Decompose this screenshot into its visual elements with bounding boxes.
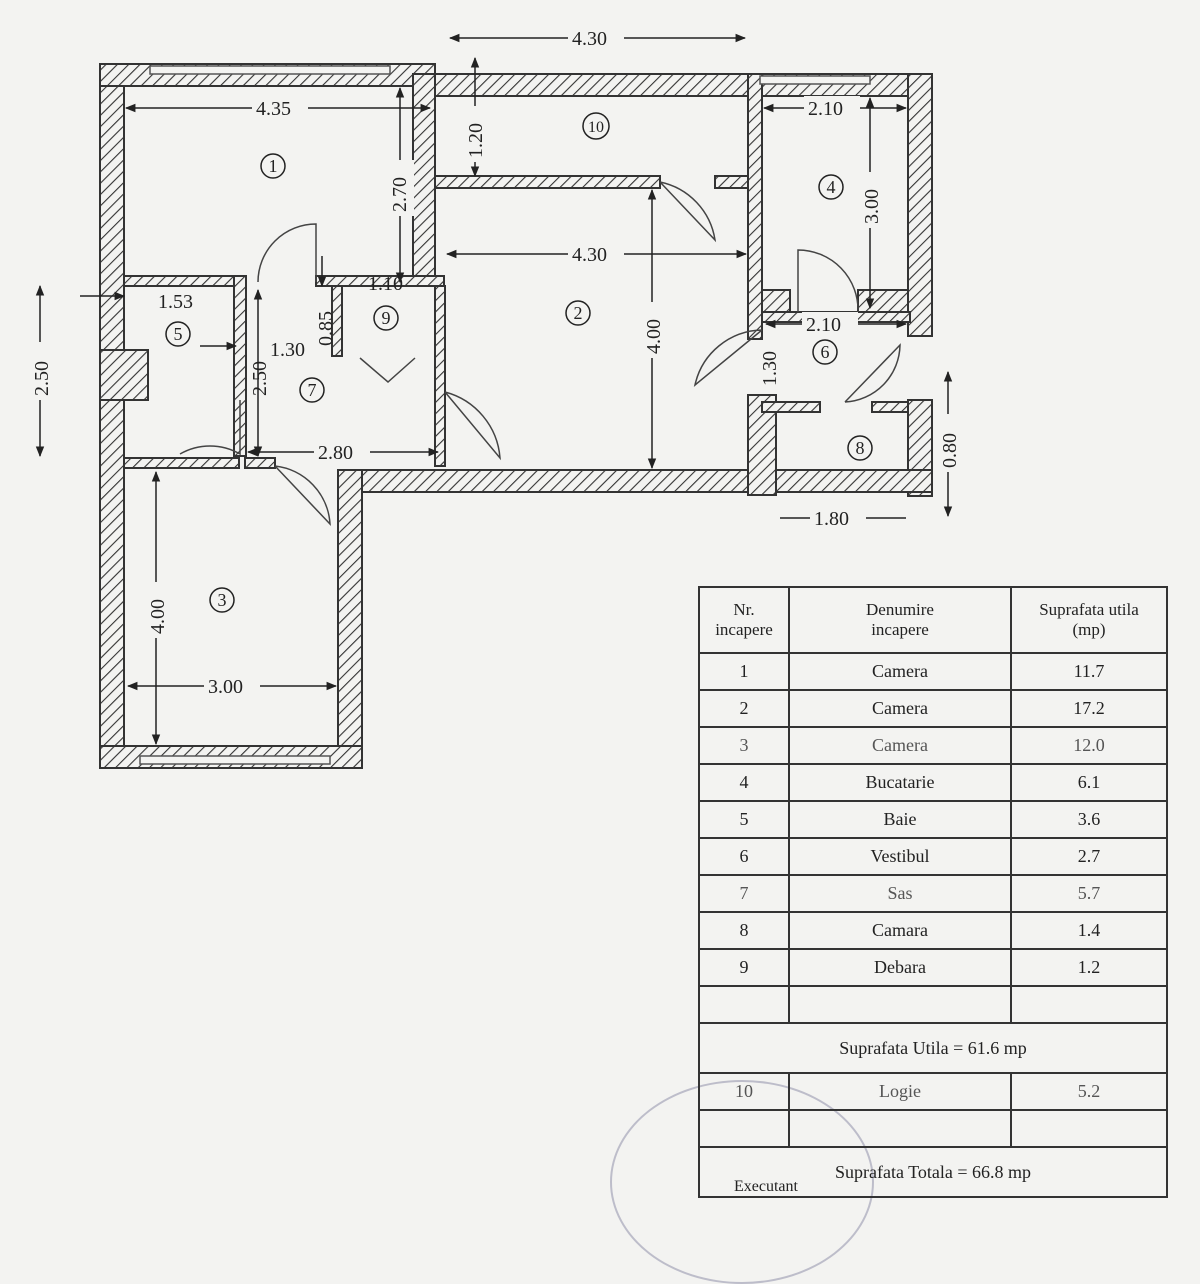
cell-area: 5.7 — [1011, 875, 1167, 912]
cell-nr: 10 — [699, 1073, 789, 1110]
cell-name: Camera — [789, 727, 1011, 764]
dim-bath-width: 1.53 — [158, 291, 193, 313]
cell-nr: 5 — [699, 801, 789, 838]
dim-kitchen-height: 3.00 — [861, 189, 883, 224]
cell-name: Debara — [789, 949, 1011, 986]
cell-area: 5.2 — [1011, 1073, 1167, 1110]
cell-nr: 8 — [699, 912, 789, 949]
wall-debara-room2 — [435, 286, 445, 466]
header-name: Denumire incapere — [789, 587, 1011, 653]
door-room1 — [258, 224, 316, 282]
table-row — [699, 912, 1167, 949]
dim-room1-width: 4.35 — [256, 98, 291, 120]
wall-bath-room3 — [124, 458, 239, 468]
window-kitchen — [760, 76, 870, 84]
useful-total-row — [699, 1023, 1167, 1073]
executant-label: Executant — [734, 1178, 798, 1195]
dim-sas-height: 2.50 — [249, 361, 271, 396]
table-row — [699, 949, 1167, 986]
room-label-6: 6 — [820, 342, 830, 362]
room-label-9: 9 — [381, 308, 391, 328]
room-label-8: 8 — [855, 438, 865, 458]
window-room1 — [150, 66, 390, 74]
door-bath — [180, 400, 240, 454]
room-label-1: 1 — [268, 156, 278, 176]
dim-camara-height: 0.80 — [939, 433, 961, 468]
dim-vest-width: 2.10 — [806, 314, 841, 336]
wall-kitchen-vest-b — [858, 290, 908, 312]
wall-bath-niche — [100, 350, 148, 400]
wall-vest-camara-a — [762, 402, 820, 412]
wall-room1-logia — [413, 74, 435, 284]
window-room3 — [140, 756, 330, 764]
room-label-2: 2 — [573, 303, 583, 323]
door-entrance — [695, 330, 762, 385]
table-row — [699, 653, 1167, 690]
table-row — [699, 690, 1167, 727]
table-row-empty — [699, 1110, 1167, 1147]
dim-sas-bottom: 2.80 — [318, 442, 353, 464]
cell-nr: 2 — [699, 690, 789, 727]
wall-vest-camara-b — [872, 402, 908, 412]
table-row — [699, 764, 1167, 801]
door-debara — [360, 358, 415, 382]
dim-left-side: 2.50 — [31, 361, 53, 396]
cell-nr: 7 — [699, 875, 789, 912]
cell-name: Baie — [789, 801, 1011, 838]
dim-room2-width: 4.30 — [572, 244, 607, 266]
table-row — [699, 875, 1167, 912]
cell-area: 3.6 — [1011, 801, 1167, 838]
cell-name: Sas — [789, 875, 1011, 912]
header-area: Suprafata utila (mp) — [1011, 587, 1167, 653]
cell-name: Bucatarie — [789, 764, 1011, 801]
dim-vest-height: 1.30 — [759, 351, 781, 386]
cell-nr: 9 — [699, 949, 789, 986]
cell-name: Camera — [789, 690, 1011, 727]
cell-nr: 3 — [699, 727, 789, 764]
cell-name: Vestibul — [789, 838, 1011, 875]
wall-south-room2 — [340, 470, 932, 492]
dim-room1-height: 2.70 — [389, 177, 411, 212]
wall-logia-room2 — [435, 176, 660, 188]
room-label-10: 10 — [588, 119, 604, 136]
cell-nr: 1 — [699, 653, 789, 690]
cell-area: 1.4 — [1011, 912, 1167, 949]
dim-debara-width: 1.10 — [368, 273, 403, 295]
room-label-7: 7 — [307, 380, 317, 400]
room-label-5: 5 — [173, 324, 183, 344]
wall-sas-room3 — [245, 458, 275, 468]
room-areas-table — [698, 586, 1168, 1198]
room-label-4: 4 — [826, 177, 836, 197]
cell-name: Camara — [789, 912, 1011, 949]
dim-room2-height: 4.00 — [643, 319, 665, 354]
table-header-row — [699, 587, 1167, 653]
cell-area: 17.2 — [1011, 690, 1167, 727]
cell-nr: 6 — [699, 838, 789, 875]
cell-area: 12.0 — [1011, 727, 1167, 764]
door-room2 — [660, 182, 715, 240]
cell-area: 1.2 — [1011, 949, 1167, 986]
logia-row — [699, 1073, 1167, 1110]
table-row — [699, 801, 1167, 838]
dim-kitchen-width: 2.10 — [808, 98, 843, 120]
wall-east-room3 — [338, 470, 362, 768]
wall-logia-room2-b — [715, 176, 748, 188]
useful-total: Suprafata Utila = 61.6 mp — [699, 1023, 1167, 1073]
dim-logia-depth: 1.20 — [465, 123, 487, 158]
dim-top-total: 4.30 — [572, 28, 607, 50]
cell-name: Camera — [789, 653, 1011, 690]
door-camara — [845, 345, 900, 402]
table-row — [699, 727, 1167, 764]
table-row — [699, 838, 1167, 875]
wall-east-kitchen — [908, 74, 932, 336]
grand-total: Suprafata Totala = 66.8 mp — [699, 1147, 1167, 1197]
door-sas-room2 — [445, 392, 500, 458]
dim-camara-width: 1.80 — [814, 508, 849, 530]
wall-room2-kitchen — [748, 74, 762, 339]
dim-room3-height: 4.00 — [147, 599, 169, 634]
cell-area: 2.7 — [1011, 838, 1167, 875]
cell-name: Logie — [789, 1073, 1011, 1110]
dim-debara-height: 0.85 — [315, 311, 337, 346]
cell-area: 6.1 — [1011, 764, 1167, 801]
door-room3 — [275, 466, 330, 524]
cell-area: 11.7 — [1011, 653, 1167, 690]
wall-kitchen-vest-a — [762, 290, 790, 312]
table-row-empty — [699, 986, 1167, 1023]
wall-west — [100, 64, 124, 766]
dim-room3-width: 3.00 — [208, 676, 243, 698]
room-label-3: 3 — [217, 590, 227, 610]
cell-nr: 4 — [699, 764, 789, 801]
wall-room1-bath — [124, 276, 234, 286]
header-nr: Nr. incapere — [699, 587, 789, 653]
dim-sas-width: 1.30 — [270, 339, 305, 361]
door-kitchen — [798, 250, 858, 312]
